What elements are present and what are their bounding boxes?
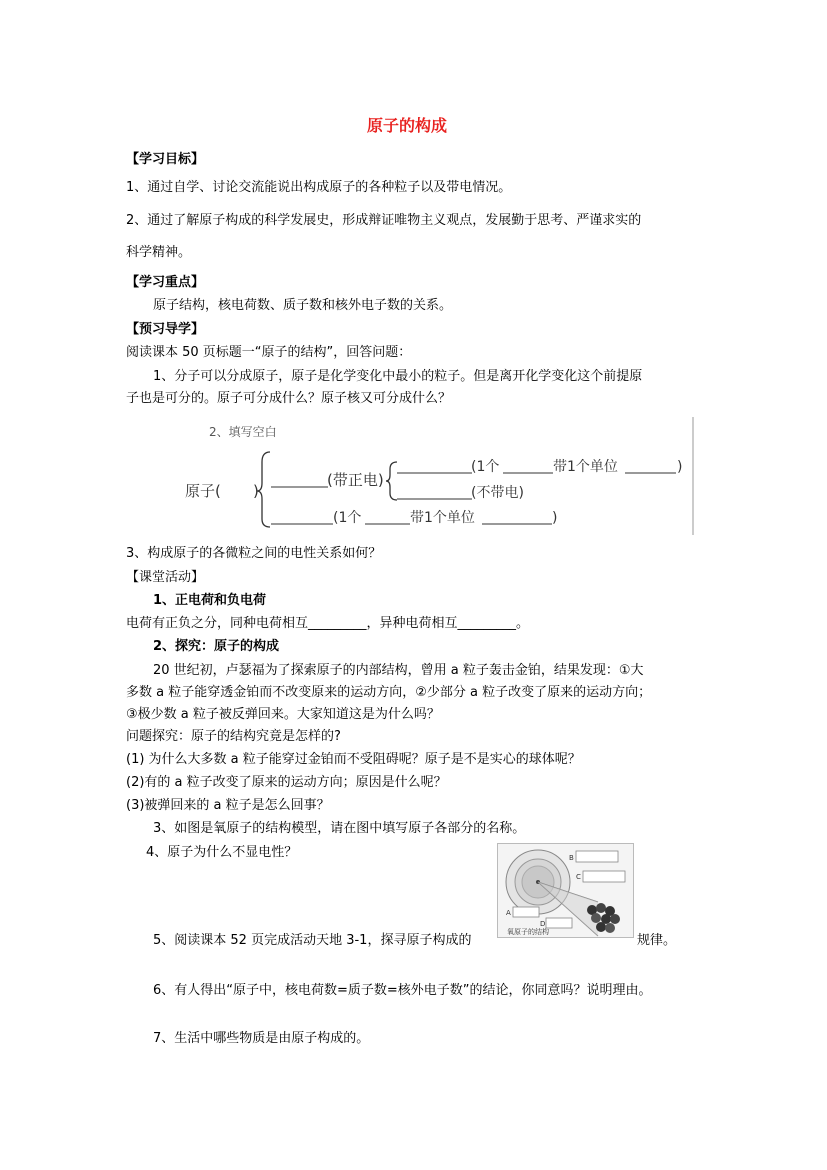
label-a: A <box>506 909 511 917</box>
activity-2-question-3: (3)被弹回来的 a 粒子是怎么回事？ <box>126 798 330 813</box>
activity-1-text: 电荷有正负之分，同种电荷相互_________，异种电荷相互_________。 <box>126 616 530 631</box>
question-1-line-2: 子也是可分的。原子可分成什么？原子核又可分成什么？ <box>126 391 452 406</box>
branch-1-close: ) <box>677 459 683 475</box>
branch-3-count: (1个 <box>333 510 362 526</box>
label-d: D <box>540 920 546 928</box>
activity-4: 4、原子为什么不显电性？ <box>146 845 298 860</box>
activity-2-question-intro: 问题探究：原子的结构究竟是怎样的? <box>126 729 341 744</box>
activity-2-paragraph-2: 多数 a 粒子能穿透金铂而不改变原来的运动方向，②少部分 a 粒子改变了原来的运动方向； <box>126 685 652 700</box>
goal-2-line-1: 2、通过了解原子构成的科学发展史，形成辩证唯物主义观点，发展勤于思考、严谨求实的 <box>126 213 642 228</box>
neutral-label: (不带电) <box>471 485 524 501</box>
branch-1-charge: 带1个单位 <box>553 459 618 475</box>
focus-heading: 【学习重点】 <box>126 275 205 290</box>
activity-2-question-2: (2)有的 a 粒子改变了原来的运动方向；原因是什么呢？ <box>126 775 447 790</box>
atom-label: 原子( <box>185 482 221 500</box>
activity-5-part-1: 5、阅读课本 52 页完成活动天地 3-1，探寻原子构成的 <box>153 933 472 948</box>
activity-7: 7、生活中哪些物质是由原子构成的。 <box>153 1031 370 1046</box>
activity-2-title: 2、探究：原子的构成 <box>153 639 280 654</box>
activity-1-title: 1、正电荷和负电荷 <box>153 593 267 608</box>
figure-caption: 氧原子的结构 <box>507 928 549 936</box>
branch-3-close: ) <box>552 510 558 526</box>
branch-3-charge: 带1个单位 <box>410 510 475 526</box>
goals-heading: 【学习目标】 <box>126 152 205 167</box>
branch-1-count: (1个 <box>471 459 500 475</box>
preview-heading: 【预习导学】 <box>126 322 205 337</box>
class-activity-heading: 【课堂活动】 <box>126 570 205 585</box>
question-3: 3、构成原子的各微粒之间的电性关系如何？ <box>126 546 382 561</box>
goal-1: 1、通过自学、讨论交流能说出构成原子的各种粒子以及带电情况。 <box>126 180 512 195</box>
activity-2-paragraph-1: 20 世纪初，卢瑟福为了探索原子的内部结构，曾用 a 粒子轰击金铂，结果发现：①大 <box>153 663 644 678</box>
activity-5-part-2: 规律。 <box>637 933 677 948</box>
page-title: 原子的构成 <box>367 116 448 135</box>
atom-structure-diagram <box>175 415 695 537</box>
oxygen-atom-model-figure <box>497 843 634 938</box>
atom-label-close: ) <box>253 482 259 500</box>
activity-2-paragraph-3: ③极少数 a 粒子被反弹回来。大家知道这是为什么吗？ <box>126 707 440 722</box>
diagram-heading: 2、填写空白 <box>209 425 277 439</box>
activity-6: 6、有人得出“原子中，核电荷数=质子数=核外电子数”的结论，你同意吗？说明理由。 <box>153 983 652 998</box>
positive-charge-label: (带正电) <box>327 471 384 489</box>
label-c: C <box>576 873 581 881</box>
goal-2-line-2: 科学精神。 <box>126 245 192 260</box>
question-1-line-1: 1、分子可以分成原子，原子是化学变化中最小的粒子。但是离开化学变化这个前提原 <box>153 369 643 384</box>
focus-text: 原子结构，核电荷数、质子数和核外电子数的关系。 <box>153 298 453 313</box>
label-b: B <box>569 854 574 862</box>
activity-2-question-1: (1) 为什么大多数 a 粒子能穿过金铂而不受阻碍呢？原子是不是实心的球体呢？ <box>126 752 581 767</box>
preview-intro: 阅读课本 50 页标题一“原子的结构”，回答问题： <box>126 345 412 360</box>
activity-3: 3、如图是氧原子的结构模型，请在图中填写原子各部分的名称。 <box>153 821 526 836</box>
